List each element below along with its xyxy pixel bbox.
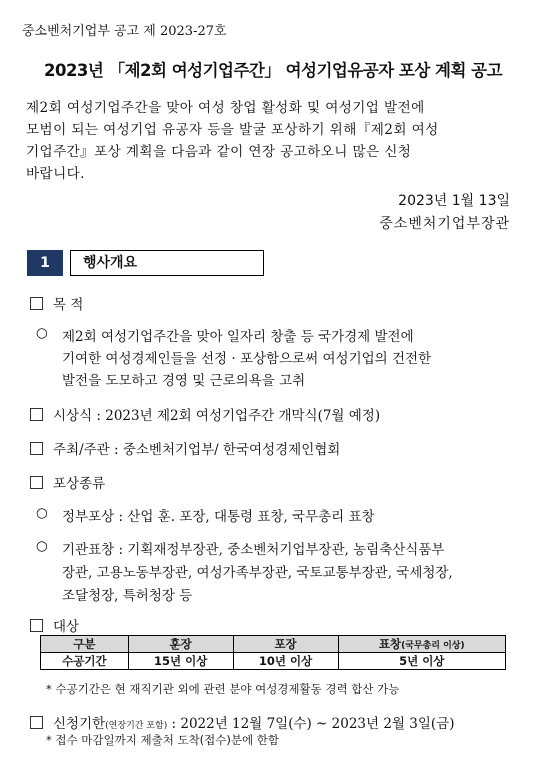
eligibility-note: * 수공기간은 현 재직기관 외에 관련 분야 여성경제활동 경력 합산 가능 xyxy=(46,682,400,696)
agency-award-line: 장관, 고용노동부장관, 여성가족부장관, 국토교통부장관, 국세청장, xyxy=(62,565,453,581)
table-row xyxy=(41,653,506,670)
table-header-row xyxy=(41,636,506,653)
intro-line: 바랍니다. xyxy=(26,166,85,182)
notice-date: 2023년 1월 13일 xyxy=(398,193,510,209)
deadline-item xyxy=(30,712,454,732)
intro-line: 기업주간』포상 계획을 다음과 같이 연장 공고하오니 많은 신청 xyxy=(26,144,412,160)
table-header: 훈장 xyxy=(128,636,233,653)
checkbox-square-icon xyxy=(30,716,43,729)
section-title: 행사개요 xyxy=(70,250,264,276)
intro-line: 제2회 여성기업주간을 맞아 여성 창업 활성화 및 여성기업 발전에 xyxy=(26,100,425,116)
table-cell: 5년 이상 xyxy=(338,653,505,670)
eligibility-heading xyxy=(30,615,79,635)
purpose-heading xyxy=(30,293,83,313)
doc-number: 중소벤처기업부 공고 제 2023-27호 xyxy=(22,24,227,39)
government-award-bullet: ○ xyxy=(36,505,48,521)
table-header-text: 표창 xyxy=(378,637,402,651)
eligibility-table xyxy=(40,635,506,670)
purpose-heading-text: 목 적 xyxy=(53,297,84,313)
doc-title: 2023년 「제2회 여성기업주간」 여성기업유공자 포상 계획 공고 xyxy=(43,61,503,80)
award-types-heading-text: 포상종류 xyxy=(53,476,106,492)
section-number: 1 xyxy=(27,250,63,276)
intro-line: 모범이 되는 여성기업 유공자 등을 발굴 포상하기 위해『제2회 여성 xyxy=(26,122,439,138)
table-cell: 수공기간 xyxy=(41,653,129,670)
agency-award-bullet: ○ xyxy=(36,538,48,554)
table-header-sub: (국무총리 이상) xyxy=(401,641,465,651)
agency-award-line: 조달청장, 특허청장 등 xyxy=(62,588,193,604)
eligibility-heading-text: 대상 xyxy=(53,619,80,635)
agency-award-line: 기관표창 : 기획재정부장관, 중소벤처기업부장관, 농림축산식품부 xyxy=(62,542,445,558)
purpose-line: 발전을 도모하고 경영 및 근로의욕을 고취 xyxy=(62,373,306,389)
purpose-bullet: ○ xyxy=(36,325,48,341)
deadline-note: * 접수 마감일까지 제출처 도착(접수)분에 한함 xyxy=(46,733,279,747)
deadline-value: : 2022년 12월 7일(수) ~ 2023년 2월 3일(금) xyxy=(167,716,455,732)
table-cell: 10년 이상 xyxy=(233,653,338,670)
checkbox-square-icon xyxy=(30,476,43,489)
deadline-sub: (연장기간 포함) xyxy=(105,721,168,731)
issuer: 중소벤처기업부장관 xyxy=(379,216,510,232)
award-types-heading xyxy=(30,472,105,492)
checkbox-square-icon xyxy=(30,442,43,455)
ceremony-item xyxy=(30,404,380,424)
government-award: 정부포상 : 산업 훈. 포장, 대통령 표창, 국무총리 표창 xyxy=(62,509,375,525)
table-header: 구분 xyxy=(41,636,129,653)
table-header xyxy=(338,636,505,653)
deadline-label: 신청기한 xyxy=(53,716,106,732)
ceremony-text: 시상식 : 2023년 제2회 여성기업주간 개막식(7월 예정) xyxy=(53,408,381,424)
table-cell: 15년 이상 xyxy=(128,653,233,670)
checkbox-square-icon xyxy=(30,619,43,632)
purpose-line: 기여한 여성경제인들을 선정 · 포상함으로써 여성기업의 건전한 xyxy=(62,351,432,367)
checkbox-square-icon xyxy=(30,297,43,310)
checkbox-square-icon xyxy=(30,408,43,421)
table-header: 포장 xyxy=(233,636,338,653)
purpose-line: 제2회 여성기업주간을 맞아 일자리 창출 등 국가경제 발전에 xyxy=(62,329,414,345)
host-text: 주최/주관 : 중소벤처기업부/ 한국여성경제인협회 xyxy=(53,442,341,458)
host-item xyxy=(30,438,340,458)
